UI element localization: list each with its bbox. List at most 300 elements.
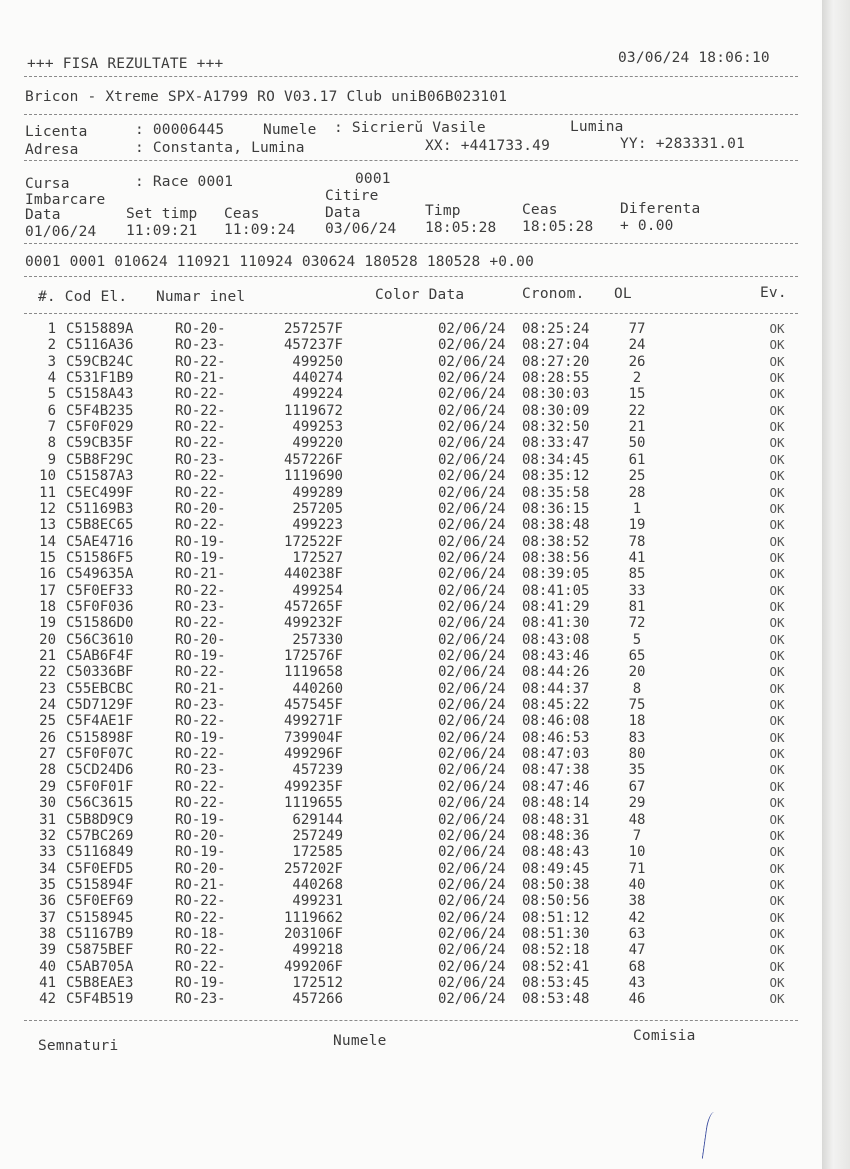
row-status: OK — [769, 631, 785, 647]
row-ring-prefix: RO-23- — [175, 451, 226, 468]
table-row — [0, 681, 822, 697]
row-ring-number: 457226F — [283, 451, 343, 468]
row-ol: 38 — [628, 893, 646, 910]
row-status: OK — [769, 680, 785, 696]
row-code: C51587A3 — [66, 468, 134, 485]
hdr-cronom: Cronom. — [522, 286, 585, 302]
row-status: OK — [769, 925, 785, 941]
col-timp: Timp — [425, 203, 461, 219]
row-ring-number: 1119690 — [283, 468, 343, 485]
row-time: 08:48:31 — [522, 811, 590, 828]
table-row — [0, 386, 822, 402]
row-number: 22 — [39, 664, 56, 681]
row-time: 08:35:58 — [522, 484, 590, 501]
row-datetime: 02/06/24 — [438, 533, 506, 550]
row-ring-prefix: RO-22- — [175, 582, 226, 599]
table-row — [0, 942, 822, 958]
row-status: OK — [769, 598, 785, 614]
numele-value: : Sicrierŭ Vasile — [334, 120, 486, 136]
name-label: Numele — [333, 1033, 387, 1049]
row-status: OK — [769, 402, 785, 418]
row-time: 08:53:45 — [522, 975, 590, 991]
row-datetime: 02/06/24 — [438, 370, 506, 387]
row-datetime: 02/06/24 — [438, 631, 506, 648]
row-ol: 18 — [628, 713, 646, 730]
row-code: C51586D0 — [66, 615, 134, 632]
row-ring-prefix: RO-21- — [175, 566, 226, 583]
row-ring-prefix: RO-22- — [175, 942, 226, 959]
row-ring-prefix: RO-22- — [175, 795, 226, 812]
val-diferenta: + 0.00 — [620, 218, 674, 234]
row-code: C5B8D9C9 — [66, 811, 134, 828]
val-data-1: 01/06/24 — [25, 224, 97, 240]
row-status: OK — [769, 729, 785, 745]
row-ring-prefix: RO-20- — [175, 631, 226, 648]
row-number: 41 — [39, 975, 56, 991]
row-time: 08:43:46 — [522, 648, 590, 664]
row-ring-number: 457237F — [283, 337, 343, 354]
row-ring-number: 440274 — [292, 370, 343, 387]
row-datetime: 02/06/24 — [438, 729, 506, 746]
row-ring-number: 629144 — [292, 811, 343, 828]
row-ring-number: 172585 — [292, 844, 343, 861]
citire-label: Citire — [325, 188, 379, 204]
licenta-label: Licenta — [25, 124, 88, 140]
row-ring-number: 172527 — [292, 549, 343, 566]
row-ring-number: 257202F — [283, 860, 343, 877]
row-ol: 65 — [628, 648, 646, 664]
table-row — [0, 517, 822, 533]
page-edge — [822, 0, 850, 1169]
row-code: C5F0F07C — [66, 746, 134, 763]
row-datetime: 02/06/24 — [438, 321, 506, 337]
row-ring-prefix: RO-22- — [175, 909, 226, 926]
col-data-2: Data — [325, 205, 361, 221]
row-ring-prefix: RO-20- — [175, 500, 226, 517]
row-datetime: 02/06/24 — [438, 925, 506, 942]
row-ol: 40 — [628, 876, 646, 893]
row-code: C5F0EFD5 — [66, 860, 134, 877]
divider — [24, 243, 798, 244]
row-ring-number: 499218 — [292, 942, 343, 959]
row-ring-prefix: RO-22- — [175, 517, 226, 534]
table-row — [0, 468, 822, 484]
row-time: 08:44:26 — [522, 664, 590, 681]
row-datetime: 02/06/24 — [438, 451, 506, 468]
row-time: 08:33:47 — [522, 435, 590, 452]
row-ol: 83 — [628, 729, 646, 746]
row-ol: 19 — [628, 517, 646, 534]
row-ring-number: 499224 — [292, 386, 343, 403]
row-datetime: 02/06/24 — [438, 811, 506, 828]
numele-label: Numele — [263, 122, 317, 138]
row-datetime: 02/06/24 — [438, 975, 506, 991]
row-code: C5F0F029 — [66, 419, 134, 436]
divider — [24, 276, 798, 277]
row-code: C515894F — [66, 876, 134, 893]
row-time: 08:46:53 — [522, 729, 590, 746]
row-code: C5AB6F4F — [66, 648, 134, 664]
table-row — [0, 337, 822, 353]
val-data-2: 03/06/24 — [325, 221, 397, 237]
race-code: 0001 — [355, 171, 391, 187]
row-ring-prefix: RO-20- — [175, 860, 226, 877]
row-ring-prefix: RO-22- — [175, 468, 226, 485]
row-code: C5F4B235 — [66, 402, 134, 419]
row-code: C50336BF — [66, 664, 134, 681]
table-row — [0, 861, 822, 877]
row-datetime: 02/06/24 — [438, 549, 506, 566]
row-datetime: 02/06/24 — [438, 484, 506, 501]
row-status: OK — [769, 386, 785, 402]
row-ring-prefix: RO-22- — [175, 778, 226, 795]
row-ol: 71 — [628, 860, 646, 877]
row-code: C5F0EF33 — [66, 582, 134, 599]
row-ring-number: 499271F — [283, 713, 343, 730]
row-time: 08:38:56 — [522, 549, 590, 566]
row-time: 08:44:37 — [522, 680, 590, 697]
row-number: 13 — [39, 517, 56, 534]
row-ol: 43 — [628, 975, 646, 991]
row-status: OK — [769, 353, 785, 369]
table-row — [0, 403, 822, 419]
row-ol: 85 — [628, 566, 646, 583]
row-ol: 63 — [628, 925, 646, 942]
row-status: OK — [769, 664, 785, 680]
table-row — [0, 910, 822, 926]
print-datetime: 03/06/24 18:06:10 — [618, 50, 770, 66]
row-ol: 81 — [628, 598, 646, 615]
row-code: C5AB705A — [66, 958, 134, 975]
adresa-value: : Constanta, Lumina — [135, 140, 305, 156]
row-datetime: 02/06/24 — [438, 876, 506, 893]
row-ol: 2 — [632, 370, 642, 387]
row-number: 28 — [39, 762, 56, 779]
table-row — [0, 991, 822, 1007]
row-datetime: 02/06/24 — [438, 598, 506, 615]
row-time: 08:41:29 — [522, 598, 590, 615]
row-ol: 15 — [628, 386, 646, 403]
table-row — [0, 452, 822, 468]
row-datetime: 02/06/24 — [438, 435, 506, 452]
row-status: OK — [769, 876, 785, 892]
row-ring-number: 457545F — [283, 697, 343, 714]
row-datetime: 02/06/24 — [438, 762, 506, 779]
row-time: 08:41:30 — [522, 615, 590, 632]
row-datetime: 02/06/24 — [438, 778, 506, 795]
divider — [24, 313, 798, 314]
row-time: 08:38:52 — [522, 533, 590, 550]
hdr-numar-inel: Numar inel — [156, 289, 246, 305]
row-ol: 72 — [628, 615, 646, 632]
table-row — [0, 435, 822, 451]
row-code: C59CB24C — [66, 353, 134, 370]
hdr-ol: OL — [614, 286, 632, 302]
row-number: 26 — [39, 729, 56, 746]
row-ol: 68 — [628, 958, 646, 975]
row-status: OK — [769, 827, 785, 843]
row-code: C5F0F01F — [66, 778, 134, 795]
row-datetime: 02/06/24 — [438, 566, 506, 583]
row-code: C51586F5 — [66, 549, 134, 566]
row-ring-number: 257205 — [292, 500, 343, 517]
row-datetime: 02/06/24 — [438, 844, 506, 861]
row-ring-number: 457265F — [283, 598, 343, 615]
row-ol: 20 — [628, 664, 646, 681]
row-datetime: 02/06/24 — [438, 582, 506, 599]
row-number: 12 — [39, 500, 56, 517]
col-ceas-1: Ceas — [224, 206, 260, 222]
row-code: C56C3615 — [66, 795, 134, 812]
row-time: 08:35:12 — [522, 468, 590, 485]
table-row — [0, 534, 822, 550]
row-status: OK — [769, 468, 785, 484]
row-code: C56C3610 — [66, 631, 134, 648]
imbarcare-label: Imbarcare — [25, 192, 106, 208]
row-time: 08:30:09 — [522, 402, 590, 419]
row-ol: 46 — [628, 991, 646, 1008]
row-ring-number: 499250 — [292, 353, 343, 370]
row-number: 8 — [47, 435, 56, 452]
row-datetime: 02/06/24 — [438, 746, 506, 763]
row-ol: 77 — [628, 321, 646, 337]
row-status: OK — [769, 648, 785, 663]
table-row — [0, 615, 822, 631]
row-number: 6 — [47, 402, 56, 419]
row-ol: 48 — [628, 811, 646, 828]
locality: Lumina — [570, 119, 624, 135]
sheet-title: +++ FISA REZULTATE +++ — [27, 56, 224, 72]
row-code: C5875BEF — [66, 942, 134, 959]
row-status: OK — [769, 582, 785, 598]
val-ceas-1: 11:09:24 — [224, 222, 296, 238]
row-status: OK — [769, 958, 785, 974]
row-ring-number: 440260 — [292, 680, 343, 697]
row-code: C531F1B9 — [66, 370, 134, 387]
table-row — [0, 893, 822, 909]
row-code: C5116A36 — [66, 337, 134, 354]
row-ol: 28 — [628, 484, 646, 501]
table-row — [0, 844, 822, 860]
row-ol: 75 — [628, 697, 646, 714]
table-row — [0, 321, 822, 337]
row-ring-number: 257257F — [283, 321, 343, 337]
row-status: OK — [769, 893, 785, 909]
row-ring-prefix: RO-22- — [175, 386, 226, 403]
row-number: 3 — [47, 353, 56, 370]
row-datetime: 02/06/24 — [438, 991, 506, 1008]
row-ring-number: 1119672 — [283, 402, 343, 419]
licenta-value: : 00006445 — [135, 122, 225, 138]
col-data-1: Data — [25, 207, 61, 223]
row-status: OK — [769, 517, 785, 533]
row-time: 08:34:45 — [522, 451, 590, 468]
row-time: 08:52:18 — [522, 942, 590, 959]
row-ol: 78 — [628, 533, 646, 550]
row-number: 20 — [39, 631, 56, 648]
pen-mark — [702, 1111, 724, 1161]
row-status: OK — [769, 419, 785, 435]
row-datetime: 02/06/24 — [438, 860, 506, 877]
row-datetime: 02/06/24 — [438, 468, 506, 485]
table-row — [0, 550, 822, 566]
row-ring-number: 457266 — [292, 991, 343, 1008]
row-code: C51169B3 — [66, 500, 134, 517]
row-ring-number: 457239 — [292, 762, 343, 779]
row-datetime: 02/06/24 — [438, 615, 506, 632]
row-ol: 61 — [628, 451, 646, 468]
row-ol: 35 — [628, 762, 646, 779]
row-ring-prefix: RO-19- — [175, 533, 226, 550]
row-ol: 25 — [628, 468, 646, 485]
row-time: 08:28:55 — [522, 370, 590, 387]
row-time: 08:51:30 — [522, 925, 590, 942]
row-datetime: 02/06/24 — [438, 958, 506, 975]
row-time: 08:48:43 — [522, 844, 590, 861]
row-ring-number: 203106F — [283, 925, 343, 942]
row-time: 08:47:46 — [522, 778, 590, 795]
row-number: 32 — [39, 827, 56, 844]
row-code: C57BC269 — [66, 827, 134, 844]
hdr-ev: Ev. — [760, 285, 787, 301]
row-ring-number: 1119655 — [283, 795, 343, 812]
row-datetime: 02/06/24 — [438, 517, 506, 534]
row-datetime: 02/06/24 — [438, 680, 506, 697]
divider — [24, 160, 798, 161]
row-ring-number: 172512 — [292, 975, 343, 991]
row-ring-prefix: RO-22- — [175, 664, 226, 681]
row-status: OK — [769, 762, 785, 778]
row-ol: 5 — [632, 631, 642, 648]
row-status: OK — [769, 549, 785, 565]
row-ring-number: 499296F — [283, 746, 343, 763]
table-row — [0, 632, 822, 648]
row-ol: 24 — [628, 337, 646, 354]
row-ring-prefix: RO-20- — [175, 321, 226, 337]
row-code: C5158A43 — [66, 386, 134, 403]
row-code: C59CB35F — [66, 435, 134, 452]
row-status: OK — [769, 746, 785, 762]
table-row — [0, 354, 822, 370]
row-ring-prefix: RO-22- — [175, 484, 226, 501]
row-ring-prefix: RO-20- — [175, 827, 226, 844]
row-number: 38 — [39, 925, 56, 942]
row-code: C55EBCBC — [66, 680, 134, 697]
row-ring-prefix: RO-23- — [175, 337, 226, 354]
row-ring-prefix: RO-21- — [175, 680, 226, 697]
row-time: 08:52:41 — [522, 958, 590, 975]
row-number: 35 — [39, 876, 56, 893]
row-ring-prefix: RO-23- — [175, 697, 226, 714]
row-status: OK — [769, 615, 785, 631]
row-datetime: 02/06/24 — [438, 353, 506, 370]
row-datetime: 02/06/24 — [438, 909, 506, 926]
row-time: 08:25:24 — [522, 321, 590, 337]
row-time: 08:32:50 — [522, 419, 590, 436]
row-status: OK — [769, 975, 785, 990]
row-status: OK — [769, 337, 785, 353]
divider — [24, 76, 798, 77]
row-number: 29 — [39, 778, 56, 795]
table-row — [0, 746, 822, 762]
row-time: 08:45:22 — [522, 697, 590, 714]
row-ring-prefix: RO-22- — [175, 402, 226, 419]
row-number: 27 — [39, 746, 56, 763]
row-number: 36 — [39, 893, 56, 910]
row-number: 7 — [47, 419, 56, 436]
row-datetime: 02/06/24 — [438, 648, 506, 664]
table-row — [0, 926, 822, 942]
row-time: 08:47:03 — [522, 746, 590, 763]
row-number: 37 — [39, 909, 56, 926]
row-ring-number: 499289 — [292, 484, 343, 501]
row-ol: 67 — [628, 778, 646, 795]
row-ring-prefix: RO-22- — [175, 353, 226, 370]
row-ring-number: 499223 — [292, 517, 343, 534]
row-status: OK — [769, 909, 785, 925]
race-code-line: 0001 0001 010624 110921 110924 030624 180528 180528 +0.00 — [25, 254, 534, 270]
row-code: C5AE4716 — [66, 533, 134, 550]
divider — [24, 1020, 798, 1021]
row-ring-prefix: RO-22- — [175, 893, 226, 910]
row-ol: 42 — [628, 909, 646, 926]
val-ceas-2: 18:05:28 — [522, 219, 594, 235]
row-code: C5B8F29C — [66, 451, 134, 468]
row-time: 08:50:56 — [522, 893, 590, 910]
row-ring-number: 1119658 — [283, 664, 343, 681]
row-number: 24 — [39, 697, 56, 714]
row-ring-prefix: RO-23- — [175, 991, 226, 1008]
row-number: 30 — [39, 795, 56, 812]
row-number: 33 — [39, 844, 56, 861]
row-ring-number: 499254 — [292, 582, 343, 599]
row-status: OK — [769, 942, 785, 958]
cursa-label: Cursa — [25, 176, 70, 192]
table-row — [0, 664, 822, 680]
row-ring-number: 499232F — [283, 615, 343, 632]
col-set-timp: Set timp — [126, 206, 198, 222]
divider — [24, 114, 798, 115]
row-number: 4 — [47, 370, 56, 387]
row-datetime: 02/06/24 — [438, 697, 506, 714]
row-ring-prefix: RO-21- — [175, 370, 226, 387]
row-time: 08:30:03 — [522, 386, 590, 403]
row-code: C5F4AE1F — [66, 713, 134, 730]
row-time: 08:50:38 — [522, 876, 590, 893]
row-code: C51167B9 — [66, 925, 134, 942]
row-time: 08:48:14 — [522, 795, 590, 812]
coord-yy: YY: +283331.01 — [620, 136, 746, 152]
row-ring-prefix: RO-22- — [175, 746, 226, 763]
row-number: 39 — [39, 942, 56, 959]
table-row — [0, 762, 822, 778]
row-number: 21 — [39, 648, 56, 664]
row-ring-prefix: RO-18- — [175, 925, 226, 942]
row-ol: 7 — [632, 827, 642, 844]
table-row — [0, 501, 822, 517]
row-code: C5F0EF69 — [66, 893, 134, 910]
row-code: C5116849 — [66, 844, 134, 861]
row-ring-prefix: RO-22- — [175, 419, 226, 436]
row-number: 2 — [47, 337, 56, 354]
row-ol: 1 — [632, 500, 642, 517]
row-status: OK — [769, 484, 785, 500]
row-ring-prefix: RO-22- — [175, 615, 226, 632]
row-time: 08:48:36 — [522, 827, 590, 844]
row-number: 40 — [39, 958, 56, 975]
row-number: 31 — [39, 811, 56, 828]
row-ol: 8 — [632, 680, 642, 697]
